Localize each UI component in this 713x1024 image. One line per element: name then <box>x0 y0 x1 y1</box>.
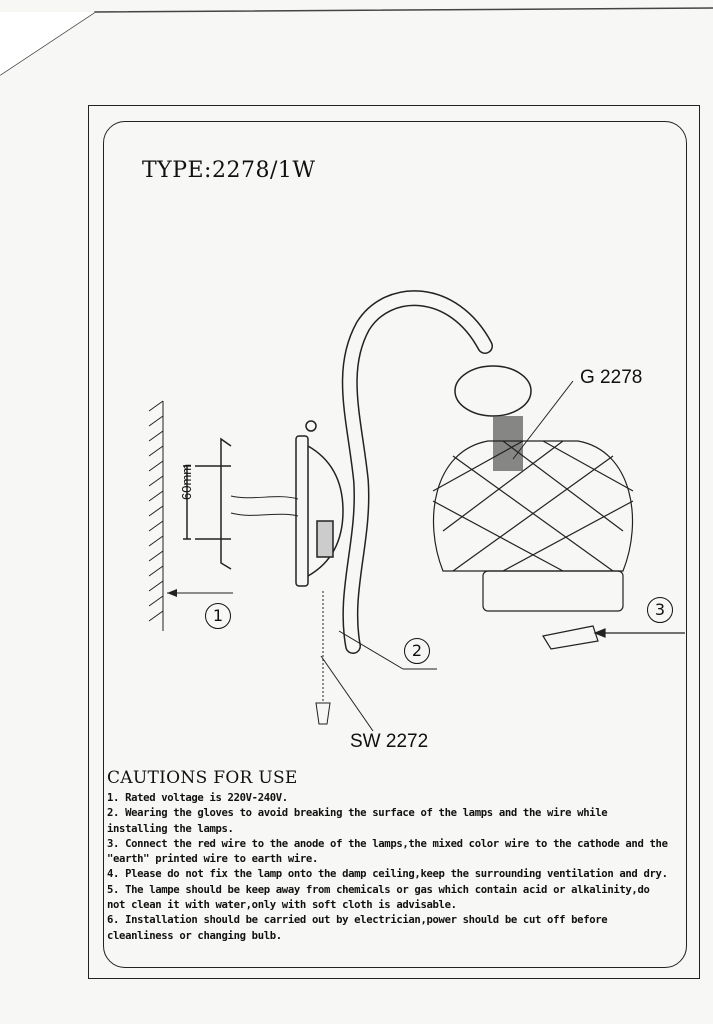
caution-line: installing the lamps. <box>107 822 234 835</box>
caution-line: 3. Connect the red wire to the anode of the lamps,the mixed color wire to the cathode and the <box>107 837 668 850</box>
caution-line: 4. Please do not fix the lamp onto the damp ceiling,keep the surrounding ventilation and dry. <box>107 868 668 881</box>
glass-code-label: G 2278 <box>580 367 643 388</box>
caution-line: 6. Installation should be carried out by electrician,power should be cut off before <box>107 914 608 927</box>
caution-line: 5. The lampe should be keep away from chemicals or gas which contain acid or alkalinity,do <box>107 883 650 896</box>
dimension-label: 60mm <box>179 463 194 500</box>
caution-line: cleanliness or changing bulb. <box>107 929 282 942</box>
callout-2: 2 <box>404 638 430 664</box>
caution-line: not clean it with water,only with soft cloth is advisable. <box>107 899 457 912</box>
caution-line: 2. Wearing the gloves to avoid breaking the surface of the lamps and the wire while <box>107 807 608 820</box>
page-fold-edge <box>0 0 713 120</box>
caution-line: 1. Rated voltage is 220V-240V. <box>107 792 288 804</box>
callout-3: 3 <box>647 597 673 623</box>
glass-shade <box>433 441 633 611</box>
switch-code-label: SW 2272 <box>350 731 429 752</box>
glass-crown <box>455 366 531 416</box>
mounting-bracket <box>183 439 231 569</box>
cautions-heading: CAUTIONS FOR USE <box>107 768 298 788</box>
socket-ring <box>543 626 685 649</box>
wall-illustration <box>149 401 163 631</box>
lamp-assembly-drawing <box>103 121 685 771</box>
caution-line: "earth" printed wire to earth wire. <box>107 853 318 866</box>
callout-1: 1 <box>205 603 231 629</box>
cautions-section <box>107 768 685 944</box>
wall-canopy <box>296 421 343 586</box>
type-title: TYPE:2278/1W <box>142 158 316 183</box>
